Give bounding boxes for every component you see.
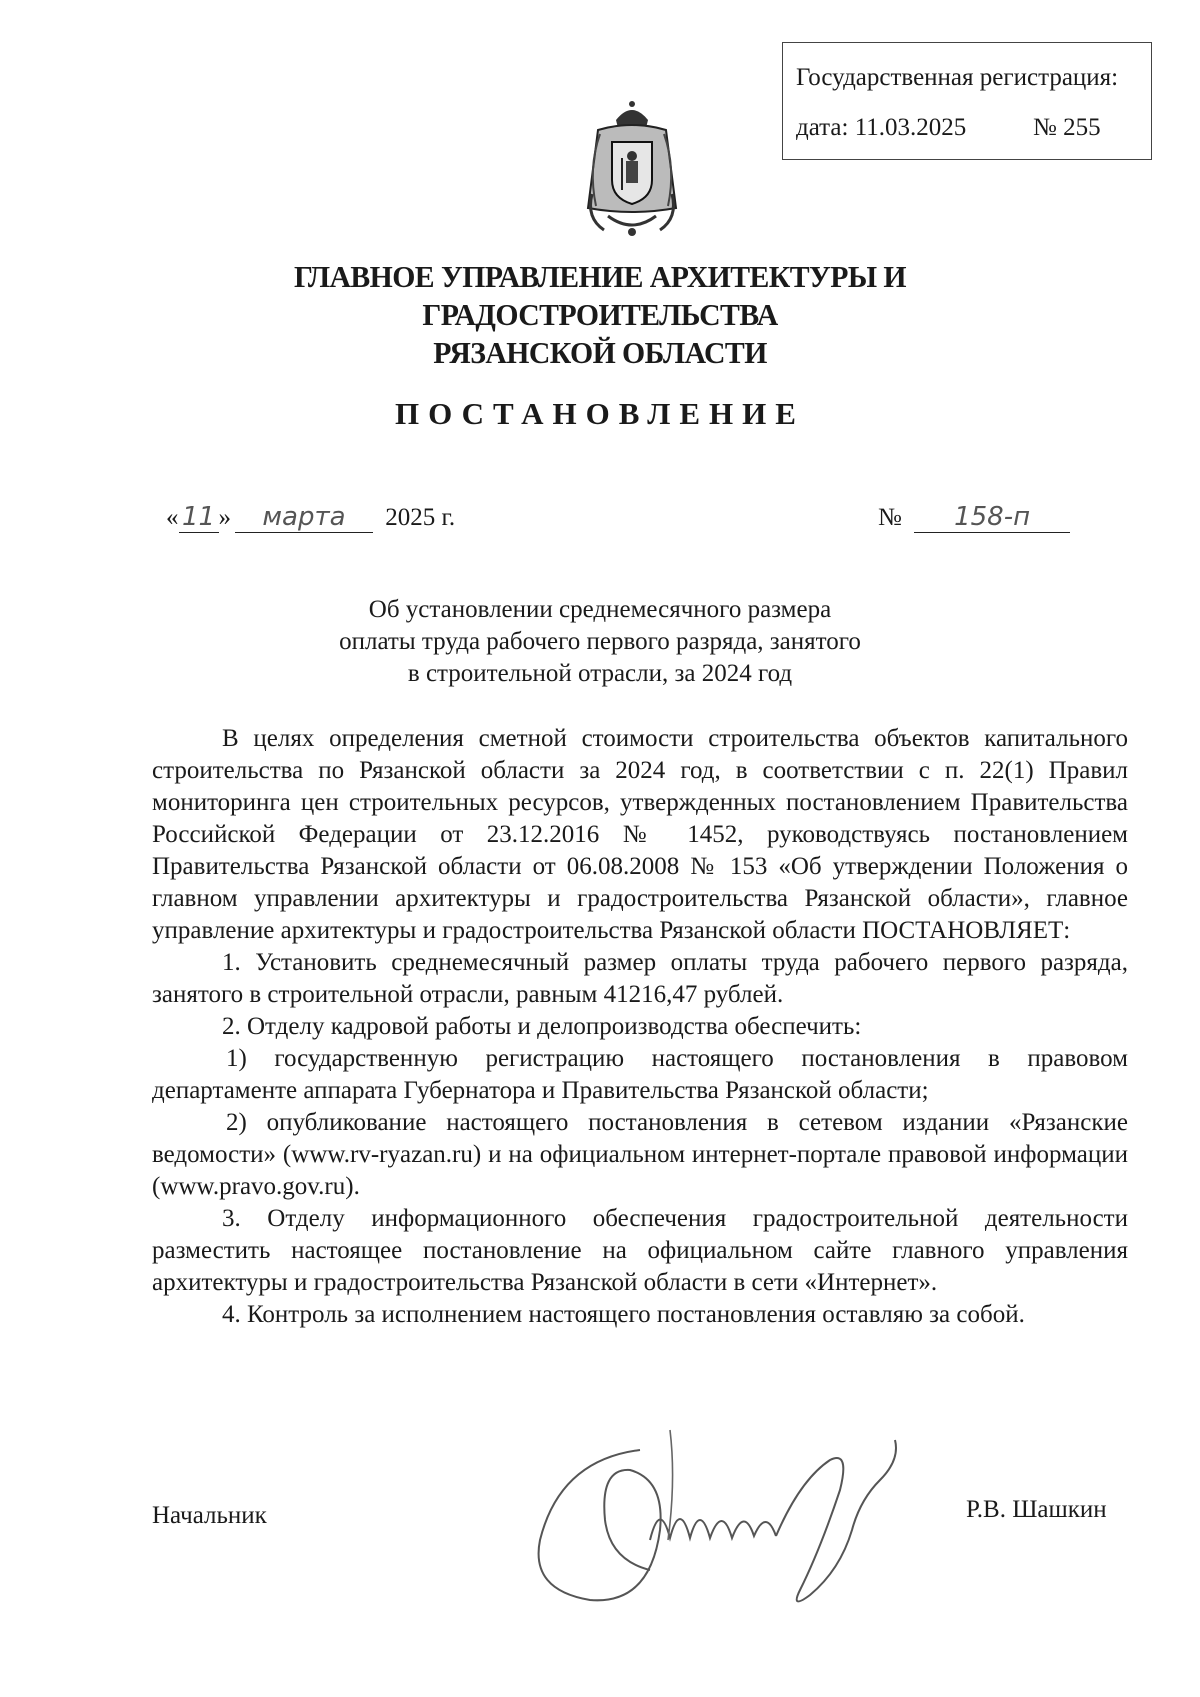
subject-line-3: в строительной отрасли, за 2024 год [407, 660, 793, 687]
document-date [166, 502, 455, 533]
date-year: 2025 г. [385, 504, 456, 531]
registration-box [782, 42, 1152, 160]
item-2-1-paragraph: 1) государственную регистрацию настоящего постановления в правовом департаменте аппарата Губернатора и Правительства Рязанской области; [152, 1045, 1128, 1104]
date-close-quote: » [218, 504, 231, 531]
number-prefix: № [878, 504, 902, 531]
handwritten-signature-icon [500, 1420, 920, 1620]
document-type-heading: ПОСТАНОВЛЕНИЕ [395, 396, 805, 431]
item-2-2-paragraph: 2) опубликование настоящего постановления в сетевом издании «Рязанские ведомости» (www.rv-ryazan.ru) и на официальном интернет-портале правовой информации (www.pravo.gov.ru). [152, 1109, 1128, 1200]
preamble-paragraph: В целях определения сметной стоимости строительства объектов капитального строительства по Рязанской области за 2024 год, в соответствии с п. 22(1) Правил мониторинга цен строительных ресурсов, утвержденных постановлением Правительства Российской Федерации от 23.12.2016 № 1452, руководствуясь постановлением Правительства Рязанской области от 06.08.2008 № 153 «Об утверждении Положения о главном управлении архитектуры и градостроительства Рязанской области», главное управление архитектуры и градостроительства Рязанской области ПОСТАНОВЛЯЕТ: [152, 725, 1128, 944]
subject-line-1: Об установлении среднемесячного размера [368, 596, 832, 623]
document-subject [200, 594, 1000, 690]
organization-title-line-2: РЯЗАНСКОЙ ОБЛАСТИ [433, 335, 767, 370]
registration-number: № 255 [1033, 114, 1101, 141]
item-4-paragraph: 4. Контроль за исполнением настоящего постановления оставляю за собой. [222, 1301, 1025, 1328]
registration-date: дата: 11.03.2025 [796, 114, 967, 141]
number-value: 158-п [914, 502, 1070, 533]
registration-title: Государственная регистрация: [796, 64, 1119, 91]
signatory-name: Р.В. Шашкин [966, 1496, 1107, 1523]
date-open-quote: « [166, 504, 179, 531]
organization-title [120, 258, 1080, 372]
document-body [152, 723, 1128, 1331]
item-3-paragraph: 3. Отделу информационного обеспечения градостроительной деятельности разместить настоящее постановление на официальном сайте главного управления архитектуры и градостроительства Рязанской области в сети «Интернет». [152, 1205, 1128, 1296]
organization-title-line-1: ГЛАВНОЕ УПРАВЛЕНИЕ АРХИТЕКТУРЫ И ГРАДОСТРОИТЕЛЬСТВА [294, 259, 906, 332]
signatory-title: Начальник [152, 1502, 267, 1529]
subject-line-2: оплаты труда рабочего первого разряда, занятого [339, 628, 861, 655]
ryazan-coat-of-arms-icon [578, 98, 686, 240]
date-month: марта [235, 502, 373, 533]
item-1-paragraph: 1. Установить среднемесячный размер оплаты труда рабочего первого разряда, занятого в строительной отрасли, равным 41216,47 рублей. [152, 949, 1128, 1008]
item-2-paragraph: 2. Отделу кадровой работы и делопроизводства обеспечить: [222, 1013, 862, 1040]
document-number [878, 502, 1070, 533]
date-day: 11 [179, 502, 219, 533]
